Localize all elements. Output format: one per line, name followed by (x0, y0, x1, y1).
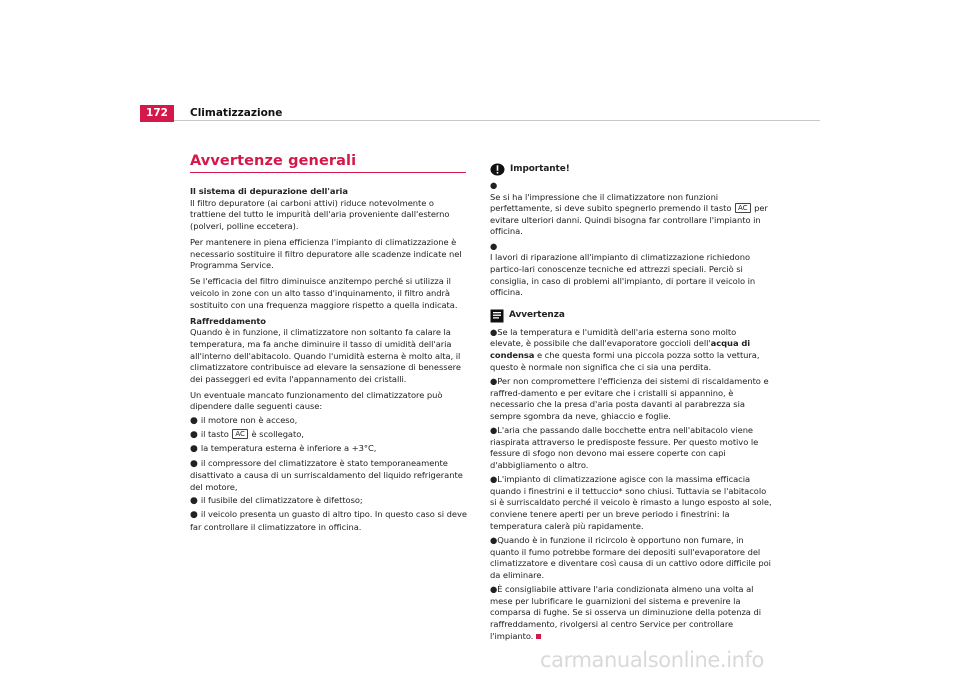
list-item-text: è scollegato, (248, 429, 304, 440)
watermark: carmanualsonline.info (540, 648, 764, 672)
list-item-text: il fusibile del climatizzatore è difettoso; (200, 495, 363, 505)
list-item-text: il tasto (200, 429, 232, 440)
paragraph: Se l'efficacia del filtro diminuisce anzitempo perché si utilizza il veicolo in zone con un alto tasso d'inquinamento, il filtro andrà sostituito con una frequenza maggiore rispetto a quella indicata. (190, 276, 458, 310)
header-divider (174, 120, 820, 121)
bullet-icon: ● (190, 416, 198, 427)
list-item-text: L'aria che passando dalle bocchette entra nell'abitacolo viene riaspirata attraverso le predisposte fessure. Per questo motivo le fessure di sfogo non devono mai essere coperte con capi d'abbigliamento o altro. (490, 425, 759, 470)
list-item (190, 495, 470, 508)
bullet-icon: ● (190, 444, 198, 455)
list-item-text: Quando è in funzione il ricircolo è opportuno non fumare, in quanto il fumo potrebbe formare dei depositi sull'evaporatore del climatizzatore e diventare così causa di un cattivo odore difficile poi da eliminare. (490, 535, 771, 580)
end-of-section-icon (536, 634, 541, 639)
warning-icon (490, 163, 505, 176)
ac-key-icon: AC (232, 429, 247, 439)
bullet-icon: ● (490, 240, 498, 251)
list-item (190, 429, 470, 442)
list-item (490, 425, 772, 471)
section-divider (190, 172, 466, 173)
list-item-text: I lavori di riparazione all'impianto di climatizzazione richiedono partico-lari conoscenze tecniche ed attrezzi speciali. Perciò si consiglia, in caso di problemi all'impianto, di portare il veicolo in officina. (490, 252, 756, 298)
list-item-text: Se si ha l'impressione che il climatizzatore non funzioni perfettamente, si deve subito spegnerlo premendo il tasto (490, 191, 735, 214)
bullet-icon: ● (490, 535, 498, 546)
bullet-icon: ● (190, 430, 198, 441)
list-item (490, 474, 772, 532)
subhead-cooling: Raffreddamento (190, 315, 266, 326)
list-item (490, 327, 772, 373)
bullet-icon: ● (190, 458, 198, 469)
bullet-icon: ● (490, 375, 498, 386)
list-item (190, 458, 470, 494)
subhead-air-filter: Il sistema di depurazione dell'aria (190, 186, 348, 196)
list-item (190, 443, 470, 456)
list-item-text: la temperatura esterna è inferiore a +3°C, (200, 443, 377, 454)
paragraph: Un eventuale mancato funzionamento del climatizzatore può dipendere dalle seguenti cause: (190, 389, 443, 412)
list-item-text: il motore non è acceso, (200, 415, 298, 426)
list-item (490, 376, 772, 422)
paragraph: Il filtro depuratore (ai carboni attivi) riduce notevolmente o trattiene del tutto le impurità dell'aria proveniente dall'esterno (polveri, polline eccetera). (190, 197, 450, 231)
bullet-icon: ● (490, 180, 498, 190)
chapter-title: Climatizzazione (190, 107, 283, 119)
bullet-icon: ● (190, 510, 198, 521)
list-item-text: il veicolo presenta un guasto di altro tipo. In questo caso si deve far controllare il climatizzatore in officina. (190, 509, 467, 532)
note-header (490, 309, 772, 323)
important-title: Importante! (510, 163, 570, 174)
list-item-text: per evitare ulteriori danni. Quindi bisogna far controllare l'impianto in officina. (490, 203, 768, 237)
bullet-icon: ● (490, 474, 498, 485)
ac-key-icon: AC (735, 203, 750, 213)
left-column (190, 186, 470, 535)
list-item (490, 180, 772, 238)
note-title: Avvertenza (509, 309, 565, 320)
list-item (490, 241, 772, 299)
list-item (490, 535, 772, 581)
list-item-text: Per non compromettere l'efficienza dei sistemi di riscaldamento e raffred-damento e per evitare che i cristalli si appannino, è necessario che la presa d'aria posta davanti al parabrezza sia sempre sgombra da neve, ghiaccio e foglie. (490, 375, 769, 421)
page-number: 172 (140, 105, 174, 122)
list-item-text: e che questa formi una piccola pozza sotto la vettura, questo è normale non significa che ci sia una perdita. (490, 349, 760, 372)
list-item (490, 584, 772, 642)
paragraph: Quando è in funzione, il climatizzatore non soltanto fa calare la temperatura, ma fa anche diminuire il tasso di umidità dell'aria all'interno dell'abitacolo. Quando l'umidità esterna è molto alta, il climatizzatore contribuisce ad elevare la sensazione di benessere dei passeggeri ed evita l'appannamento dei cristalli. (190, 327, 461, 384)
section-title: Avvertenze generali (190, 153, 357, 169)
bullet-icon: ● (490, 425, 498, 436)
paragraph: Per mantenere in piena efficienza l'impianto di climatizzazione è necessario sostituire il filtro depuratore alle scadenze indicate nel Programma Service. (190, 236, 462, 271)
list-item-text: L'impianto di climatizzazione agisce con la massima efficacia quando i finestrini e il tettuccio* sono chiusi. Tuttavia se l'abitacolo si è surriscaldato perché il veicolo è rimasto a lungo esposto al sole, conviene tenere aperti per un breve periodo i finestrini: la temperatura calerà più rapidamente. (490, 474, 772, 531)
bullet-icon: ● (490, 584, 498, 595)
list-item-text: È consigliabile attivare l'aria condizionata almeno una volta al mese per lubrificare le guarnizioni del sistema e prevenire la comparsa di fughe. Se si osserva un diminuzione della potenza di raffreddamento, rivolgersi al centro Service per controllare l'impianto. (490, 584, 761, 641)
important-header (490, 163, 772, 176)
bullet-icon: ● (490, 326, 498, 337)
bullet-icon: ● (190, 496, 198, 506)
list-item (190, 415, 470, 428)
right-column (490, 163, 772, 645)
list-item (190, 509, 470, 533)
list-item-emphasis: acqua di condensa (490, 338, 751, 360)
list-item-text: il compressore del climatizzatore è stato temporaneamente disattivato a causa di un surriscaldamento del liquido refrigerante del motore, (190, 457, 463, 492)
list-item-text: Se la temperatura e l'umidità dell'aria esterna sono molto elevate, è possibile che dall'evaporatore goccioli dell' (490, 326, 737, 349)
note-icon (490, 309, 504, 323)
